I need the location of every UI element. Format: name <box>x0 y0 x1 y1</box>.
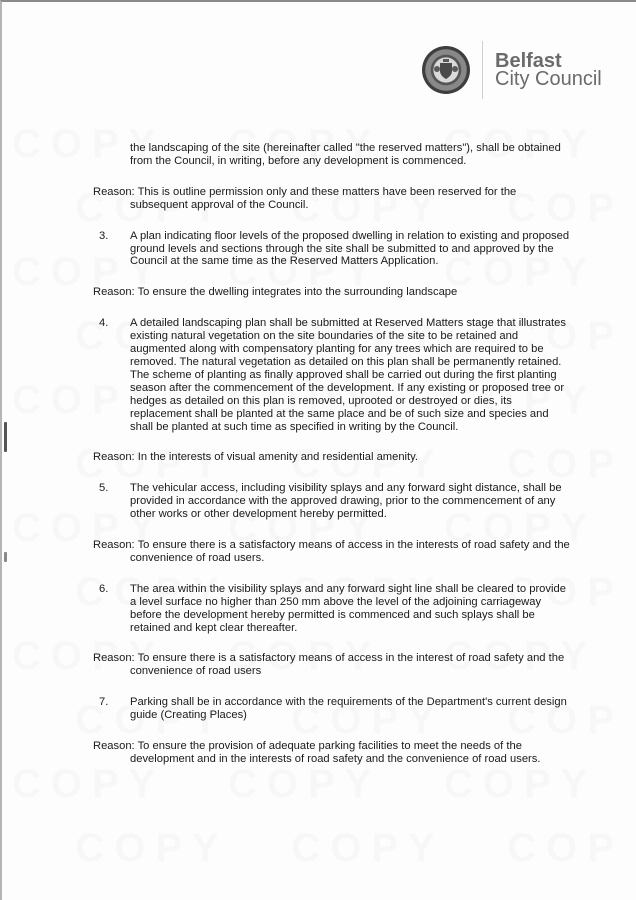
crest-shield-icon <box>431 55 461 85</box>
condition-6 <box>93 583 571 635</box>
condition-number: 7. <box>99 696 109 709</box>
condition-number: 6. <box>99 582 109 595</box>
condition-text: The area within the visibility splays and any forward sight line shall be cleared to provide a level surface no higher than 250 mm above the level of the adjoining carriageway before the development hereby permitted is commenced and such splays shall be retained and kept clear thereafter. <box>130 582 566 634</box>
logo-line-city-council: City Council <box>495 68 602 90</box>
reason-6: Reason: To ensure there is a satisfactory means of access in the interest of road safety and the convenience of road users <box>93 652 565 678</box>
condition-text: Parking shall be in accordance with the requirements of the Department's current design guide (Creating Places) <box>130 696 567 722</box>
condition-7 <box>93 696 571 722</box>
condition-text: A detailed landscaping plan shall be submitted at Reserved Matters stage that illustrates existing natural vegetation on the site boundaries of the site to be retained and augmented along with compensatory planting for any trees which are required to be removed. The natural vegetation as detailed on this plan shall be permanently retained. The scheme of planting as finally approved shall be carried out during the first planting season after the commencement of the development. If any existing or proposed tree or hedges as detailed on this plan is removed, uprooted or destroyed or dies, its replacement shall be planted at the same place and be of such size and species and shall be planted at such time as specified in writing by the Council. <box>130 317 566 433</box>
coat-of-arms-crest-icon <box>422 46 470 94</box>
reason-3: Reason: To ensure the dwelling integrates into the surrounding landscape <box>93 286 458 299</box>
condition-number: 5. <box>99 482 109 495</box>
conditions-body <box>93 142 571 876</box>
logo-wordmark <box>495 52 602 88</box>
logo-line-belfast: Belfast <box>495 50 562 72</box>
scan-edge-mark <box>4 422 7 452</box>
condition-text: A plan indicating floor levels of the proposed dwelling in relation to existing and proposed ground levels and sections through the site shall be submitted to and approved by the Council at the same time as the Reserved Matters Application. <box>130 229 570 268</box>
page-header <box>2 2 636 122</box>
scan-edge-mark <box>4 552 7 562</box>
belfast-city-council-logo <box>422 38 622 102</box>
reason-4: Reason: In the interests of visual amenity and residential amenity. <box>93 451 419 464</box>
reason-7: Reason: To ensure the provision of adequate parking facilities to meet the needs of the development and in the interests of road safety and the convenience of road users. <box>93 740 541 765</box>
reason-5: Reason: To ensure there is a satisfactory means of access in the interests of road safety and the convenience of road users. <box>93 539 570 564</box>
condition-number: 4. <box>99 317 109 330</box>
condition-4 <box>93 317 571 433</box>
condition-text: The vehicular access, including visibility splays and any forward sight distance, shall be provided in accordance with the approved drawing, prior to the commencement of any other works or other development hereby permitted. <box>130 482 562 521</box>
condition-number: 3. <box>99 229 109 242</box>
logo-divider <box>482 41 483 99</box>
condition-3 <box>93 230 571 269</box>
condition-2-continuation: the landscaping of the site (hereinafter called "the reserved matters"), shall be obtained from the Council, in writing, before any development is commenced. <box>130 142 561 167</box>
reason-2: Reason: This is outline permission only and these matters have been reserved for the subsequent approval of the Council. <box>93 185 517 211</box>
condition-5 <box>93 482 571 521</box>
